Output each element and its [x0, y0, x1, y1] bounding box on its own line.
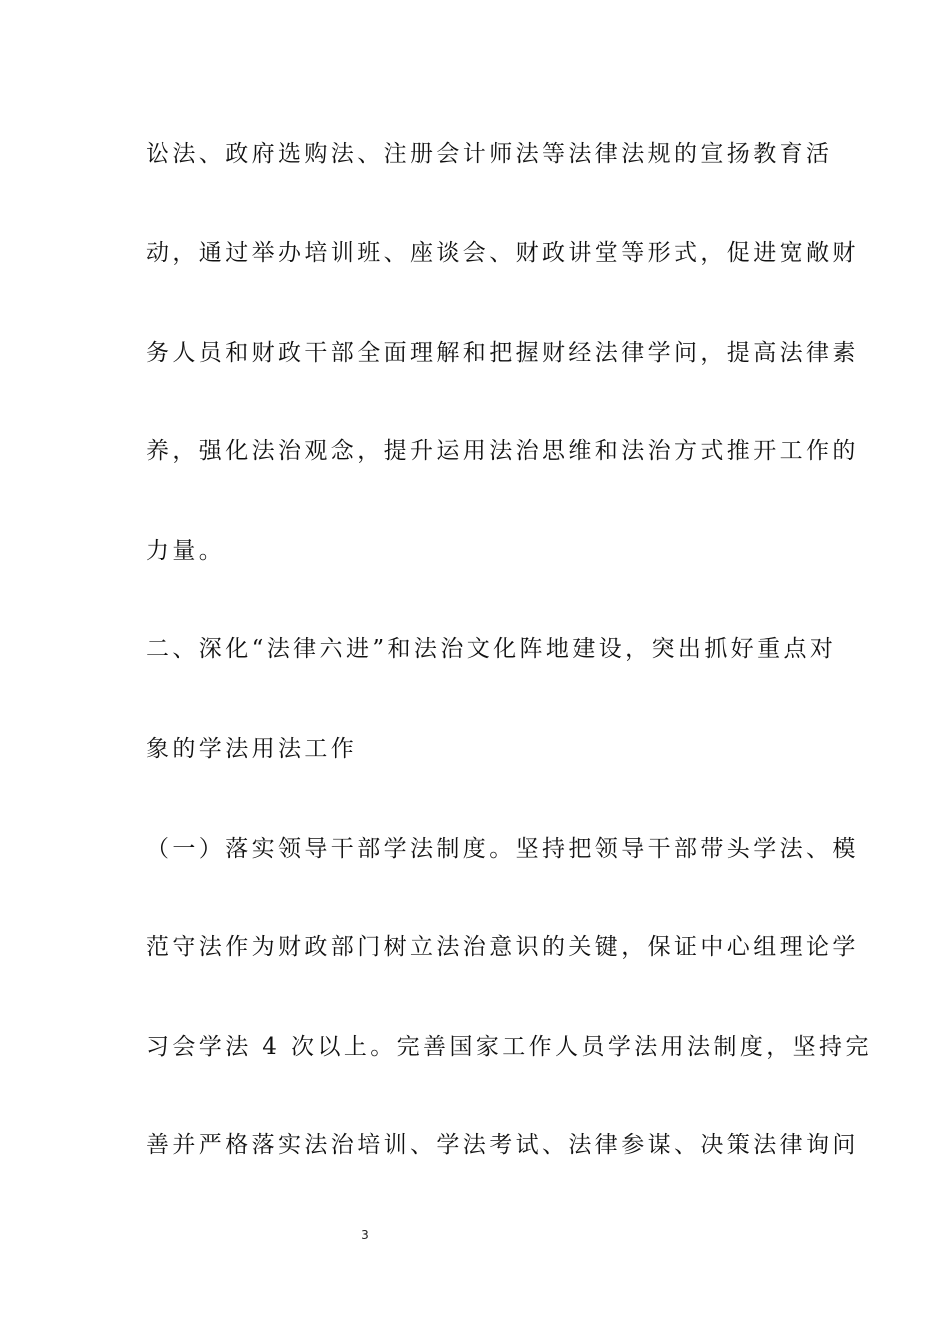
text-line: 讼法、政府选购法、注册会计师法等法律法规的宣扬教育活 [146, 141, 833, 167]
text-line: 力量。 [146, 538, 226, 564]
page-number: 3 [361, 1228, 369, 1242]
text-line: 习会学法 4 次以上。完善国家工作人员学法用法制度，坚持完 [146, 1034, 872, 1060]
text-line: 动，通过举办培训班、座谈会、财政讲堂等形式，促进宽敞财 [146, 240, 859, 266]
text-line: 务人员和财政干部全面理解和把握财经法律学问，提高法律素 [146, 340, 859, 366]
text-line: 范守法作为财政部门树立法治意识的关键，保证中心组理论学 [146, 934, 859, 960]
text-line: 养，强化法治观念，提升运用法治思维和法治方式推开工作的 [146, 438, 859, 464]
text-line: （一）落实领导干部学法制度。坚持把领导干部带头学法、模 [146, 836, 859, 862]
text-line: 善并严格落实法治培训、学法考试、法律参谋、决策法律询问 [146, 1132, 859, 1158]
section-heading-line: 二、深化“法律六进”和法治文化阵地建设，突出抓好重点对 [146, 636, 837, 662]
section-heading-line: 象的学法用法工作 [146, 736, 358, 762]
